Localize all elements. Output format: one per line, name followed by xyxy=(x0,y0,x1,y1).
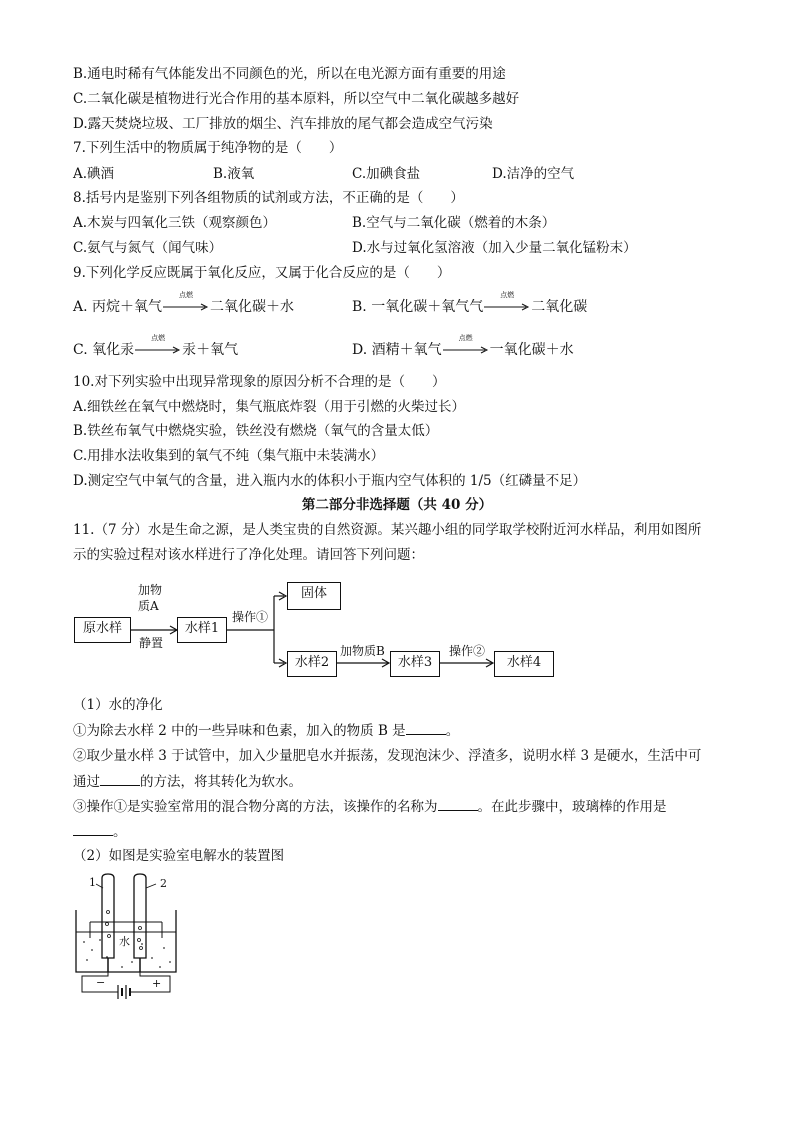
q11-1-3-line1 xyxy=(73,796,667,817)
q9-c-products: 汞＋氧气 xyxy=(182,342,239,358)
q9-option-d xyxy=(352,334,574,361)
q10-option-b: B.铁丝布氧气中燃烧实验，铁丝没有燃烧（氧气的含量太低） xyxy=(73,423,439,439)
label-operation-2: 操作② xyxy=(449,644,486,658)
q8-option-a: A.木炭与四氧化三铁（观察颜色） xyxy=(73,215,277,231)
box-sample-3: 水样3 xyxy=(390,651,440,677)
label-add-a-2: 质A xyxy=(138,599,159,613)
q8-option-b: B.空气与二氧化碳（燃着的木条） xyxy=(352,215,556,231)
section-1-heading: （1）水的净化 xyxy=(73,697,163,713)
q9-b-products: 二氧化碳 xyxy=(531,299,588,315)
box-raw-water: 原水样 xyxy=(74,617,131,643)
q9-option-a xyxy=(73,291,295,318)
box-solid: 固体 xyxy=(287,582,341,610)
tube-1-label: 1 xyxy=(89,876,96,889)
answer-blank-glass-rod-role[interactable] xyxy=(73,821,113,836)
part2-heading: 第二部分非选择题（共 40 分） xyxy=(301,497,493,513)
q11-1-1-end: 。 xyxy=(445,723,460,739)
label-operation-1: 操作① xyxy=(232,610,269,624)
reaction-arrow xyxy=(443,334,489,357)
answer-blank-substance-b[interactable] xyxy=(406,720,446,735)
q11-1-2-text-start: 通过 xyxy=(73,774,100,790)
question-8: 8.括号内是鉴别下列各组物质的试剂或方法，不正确的是（ ） xyxy=(73,190,464,206)
water-label: 水 xyxy=(119,935,130,948)
label-add-b: 加物质B xyxy=(340,644,385,658)
q9-a-products: 二氧化碳＋水 xyxy=(210,299,295,315)
q11-1-3-text: ③操作①是实验室常用的混合物分离的方法，该操作的名称为 xyxy=(73,799,438,815)
reaction-arrow xyxy=(484,291,530,314)
reaction-arrow xyxy=(163,291,209,314)
q7-option-d: D.洁净的空气 xyxy=(492,166,575,182)
section-2-heading: （2）如图是实验室电解水的装置图 xyxy=(73,848,285,864)
answer-blank-operation-name[interactable] xyxy=(438,796,478,811)
label-add-a-1: 加物 xyxy=(138,583,163,597)
box-sample-4: 水样4 xyxy=(494,651,554,677)
q9-option-b xyxy=(352,291,588,318)
q11-1-3-line2 xyxy=(73,821,127,842)
electrolysis-apparatus xyxy=(72,872,182,1012)
question-11-line1: 11.（7 分）水是生命之源，是人类宝贵的自然资源。某兴趣小组的同学取学校附近河水样品，利用如图所 xyxy=(73,522,702,538)
q6-option-d: D.露天焚烧垃圾、工厂排放的烟尘、汽车排放的尾气都会造成空气污染 xyxy=(73,116,493,132)
positive-terminal-label: + xyxy=(152,977,162,990)
q8-option-c: C.氨气与氮气（闻气味） xyxy=(73,240,223,256)
q11-1-2-text-end: 的方法，将其转化为软水。 xyxy=(140,774,302,790)
q11-1-1-text: ①为除去水样 2 中的一些异味和色素，加入的物质 B 是 xyxy=(73,723,406,739)
question-10: 10.对下列实验中出现异常现象的原因分析不合理的是（ ） xyxy=(73,374,446,390)
q9-d-reactants: D. 酒精＋氧气 xyxy=(352,342,442,358)
q9-option-c xyxy=(73,334,239,361)
arrow-condition: 点燃 xyxy=(500,291,515,299)
question-9: 9.下列化学反应既属于氧化反应，又属于化合反应的是（ ） xyxy=(73,265,451,281)
q6-option-b: B.通电时稀有气体能发出不同颜色的光，所以在电光源方面有重要的用途 xyxy=(73,66,506,82)
arrow-condition: 点燃 xyxy=(458,334,473,342)
question-11-line2: 示的实验过程对该水样进行了净化处理。请回答下列问题： xyxy=(73,547,424,563)
purification-flowchart xyxy=(72,576,562,686)
q11-1-1 xyxy=(73,720,459,741)
q11-1-3-end: 。 xyxy=(113,824,127,840)
q11-1-3-text-mid: 。在此步骤中，玻璃棒的作用是 xyxy=(477,799,667,815)
q8-option-d: D.水与过氧化氢溶液（加入少量二氧化锰粉末） xyxy=(352,240,637,256)
q9-b-reactants: B. 一氧化碳＋氧气气 xyxy=(352,299,484,315)
label-settle: 静置 xyxy=(139,636,164,650)
q9-d-products: 一氧化碳＋水 xyxy=(489,342,574,358)
q11-1-2-line1: ②取少量水样 3 于试管中，加入少量肥皂水并振荡，发现泡沫少、浮渣多，说明水样 3 是硬水，生活中可 xyxy=(73,748,702,764)
q7-option-b: B.液氧 xyxy=(213,166,255,182)
q7-option-a: A.碘酒 xyxy=(73,166,115,182)
box-sample-1: 水样1 xyxy=(177,617,227,643)
tube-2-label: 2 xyxy=(160,877,167,890)
q9-c-reactants: C. 氧化汞 xyxy=(73,342,135,358)
box-sample-2: 水样2 xyxy=(287,651,337,677)
answer-blank-softening-method[interactable] xyxy=(100,771,140,786)
q10-option-a: A.细铁丝在氧气中燃烧时，集气瓶底炸裂（用于引燃的火柴过长） xyxy=(73,399,466,415)
question-7: 7.下列生活中的物质属于纯净物的是（ ） xyxy=(73,140,343,156)
q7-option-c: C.加碘食盐 xyxy=(352,166,421,182)
reaction-arrow xyxy=(135,334,181,357)
arrow-condition: 点燃 xyxy=(179,291,194,299)
q11-1-2-line2 xyxy=(73,771,302,792)
q9-a-reactants: A. 丙烷＋氧气 xyxy=(73,299,163,315)
arrow-condition: 点燃 xyxy=(151,334,166,342)
negative-terminal-label: − xyxy=(96,976,106,989)
q10-option-c: C.用排水法收集到的氧气不纯（集气瓶中未装满水） xyxy=(73,448,385,464)
q6-option-c: C.二氧化碳是植物进行光合作用的基本原料，所以空气中二氧化碳越多越好 xyxy=(73,91,520,107)
q10-option-d: D.测定空气中氧气的含量，进入瓶内水的体积小于瓶内空气体积的 1/5（红磷量不足） xyxy=(73,473,587,489)
